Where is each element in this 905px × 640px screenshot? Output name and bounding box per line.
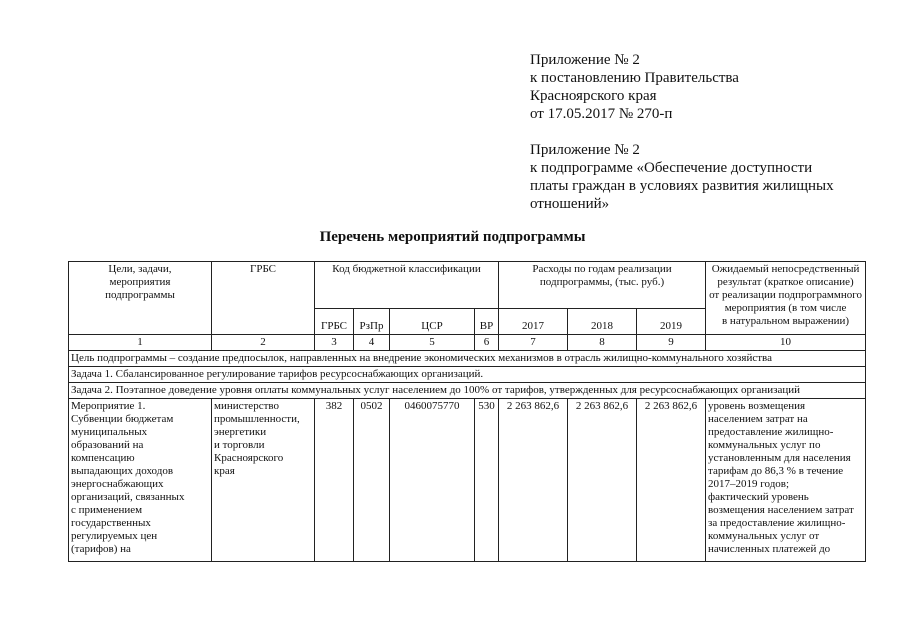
subheader-2019: 2019 [637, 309, 706, 335]
measure-expense-2019: 2 263 862,6 [637, 399, 706, 562]
appendix-block-subprogram [530, 141, 834, 213]
subheader-2018: 2018 [568, 309, 637, 335]
measure-grbs-name: министерство промышленности, энергетики и торговли Красноярского края [212, 399, 315, 562]
document-title: Перечень мероприятий подпрограммы [319, 229, 586, 245]
measure-vr: 530 [475, 399, 499, 562]
appendix-block-decree [530, 51, 739, 123]
measure-result: уровень возмещения населением затрат на предоставление жилищно- коммунальных услуг по установленным для населения тарифам до 86,3 % в течение 2017–2019 годов; фактический уровень возмещения населением затрат за предоставление жилищно- коммунальных услуг от начисленных платежей до [706, 399, 866, 562]
appendix-line: от 17.05.2017 № 270-п [530, 106, 673, 122]
appendix-line: Красноярского края [530, 88, 657, 104]
task-1-text: Задача 1. Сбалансированное регулирование тарифов ресурсоснабжающих организаций. [69, 367, 866, 383]
measures-table [68, 261, 866, 562]
subheader-rzpr: РзПр [354, 309, 390, 335]
header-goals: Цели, задачи, мероприятия подпрограммы [69, 262, 212, 335]
appendix-line: к подпрограмме «Обеспечение доступности [530, 160, 813, 176]
column-number: 9 [637, 335, 706, 351]
subheader-csr: ЦСР [390, 309, 475, 335]
subheader-vr: ВР [475, 309, 499, 335]
measure-grbs-code: 382 [315, 399, 354, 562]
column-number: 8 [568, 335, 637, 351]
header-budget-code: Код бюджетной классификации [315, 262, 499, 309]
header-expenses: Расходы по годам реализации подпрограммы, (тыс. руб.) [499, 262, 706, 309]
appendix-line: Приложение № 2 [530, 52, 640, 68]
appendix-line: отношений» [530, 196, 610, 212]
goal-text: Цель подпрограммы – создание предпосылок, направленных на внедрение экономических механизмов в отрасль жилищно-коммунального хозяйства [69, 351, 866, 367]
task-row [69, 367, 866, 383]
column-number: 7 [499, 335, 568, 351]
column-numbers-row [69, 335, 866, 351]
column-number: 1 [69, 335, 212, 351]
measure-name: Мероприятие 1. Субвенции бюджетам муниципальных образований на компенсацию выпадающих доходов энергоснабжающих организаций, связанных с применением государственных регулируемых цен (тарифов) на [69, 399, 212, 562]
column-number: 5 [390, 335, 475, 351]
column-number: 10 [706, 335, 866, 351]
goal-row [69, 351, 866, 367]
appendix-line: к постановлению Правительства [530, 70, 739, 86]
measure-expense-2017: 2 263 862,6 [499, 399, 568, 562]
header-expected-result: Ожидаемый непосредственный результат (краткое описание) от реализации подпрограммного мероприятия (в том числе в натуральном выражении) [706, 262, 866, 335]
table-header-row [69, 262, 866, 309]
column-number: 3 [315, 335, 354, 351]
table-row [69, 399, 866, 562]
subheader-2017: 2017 [499, 309, 568, 335]
measure-expense-2018: 2 263 862,6 [568, 399, 637, 562]
column-number: 6 [475, 335, 499, 351]
measure-csr: 0460075770 [390, 399, 475, 562]
task-row [69, 383, 866, 399]
subheader-grbs: ГРБС [315, 309, 354, 335]
column-number: 2 [212, 335, 315, 351]
appendix-line: платы граждан в условиях развития жилищных [530, 178, 834, 194]
task-2-text: Задача 2. Поэтапное доведение уровня оплаты коммунальных услуг населением до 100% от тарифов, утвержденных для ресурсоснабжающих организаций [69, 383, 866, 399]
column-number: 4 [354, 335, 390, 351]
appendix-line: Приложение № 2 [530, 142, 640, 158]
measure-rzpr: 0502 [354, 399, 390, 562]
header-grbs: ГРБС [212, 262, 315, 335]
